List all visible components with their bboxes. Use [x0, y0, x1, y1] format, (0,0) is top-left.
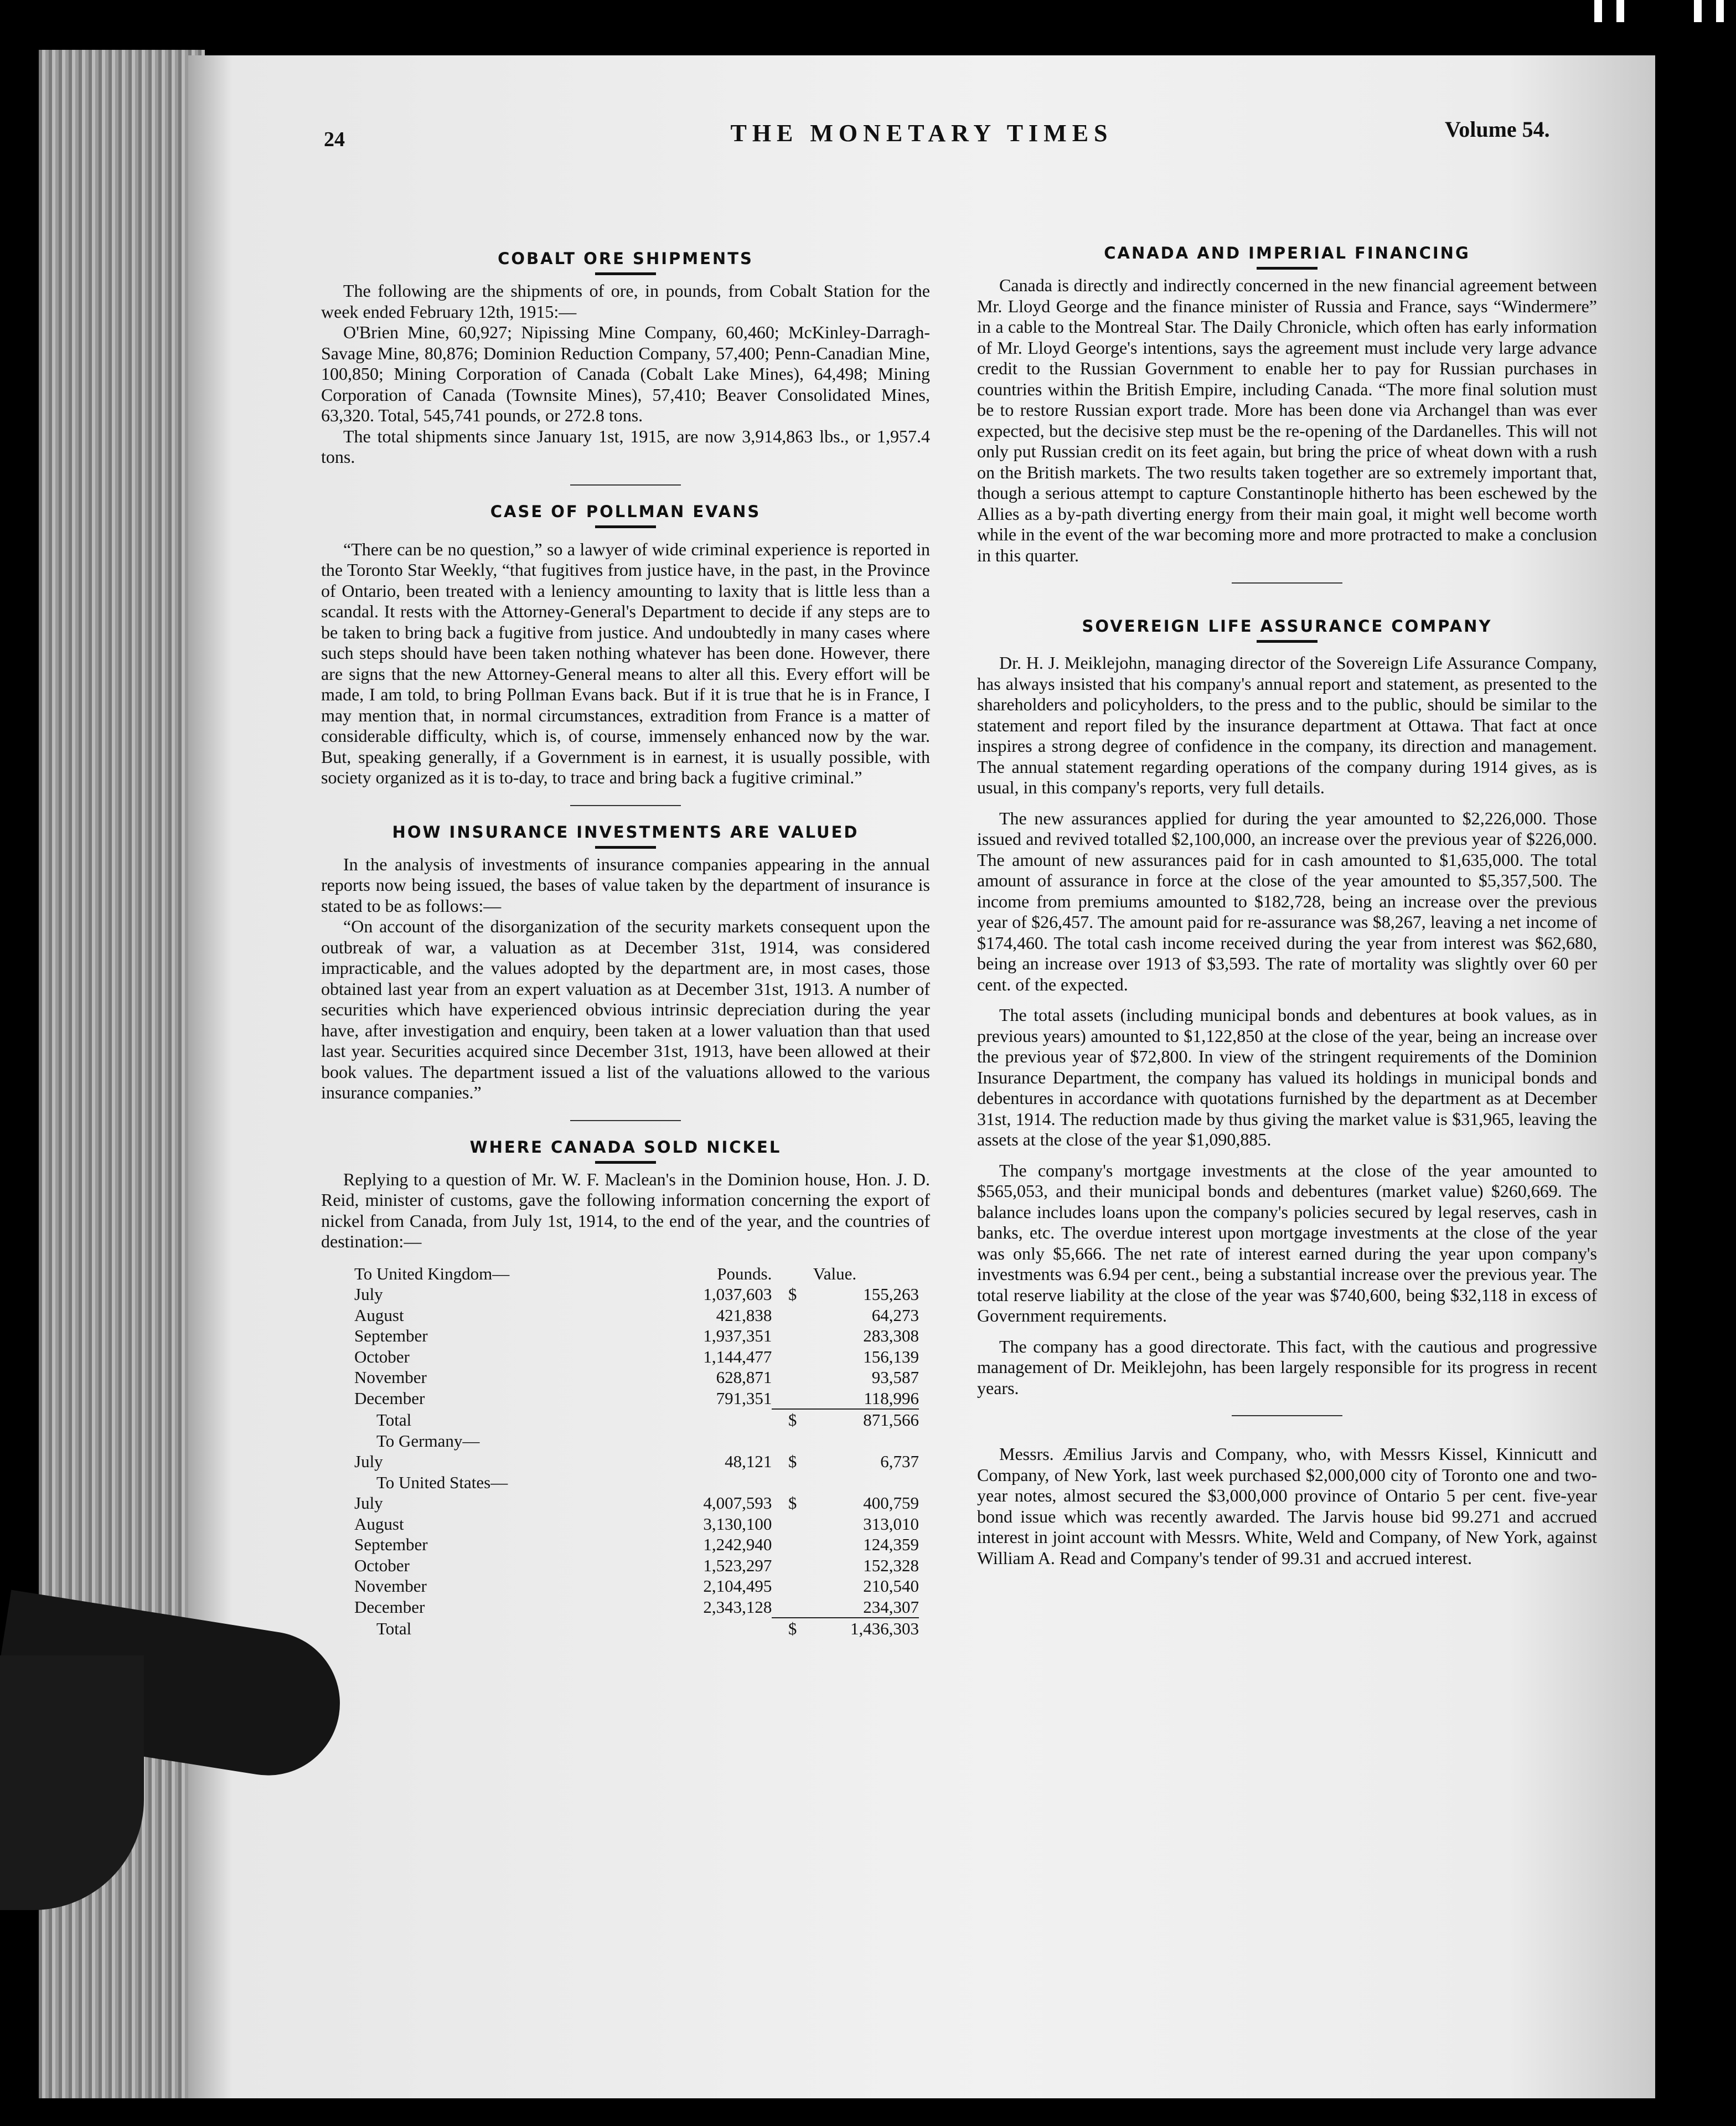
value-cell: 234,307 — [863, 1597, 919, 1617]
section-divider — [1232, 1415, 1342, 1416]
article-cobalt — [321, 249, 930, 468]
scan-border-mark — [1694, 0, 1702, 22]
article-title: SOVEREIGN LIFE ASSURANCE COMPANY — [1082, 617, 1492, 636]
dollar-sign — [772, 1346, 813, 1368]
scan-border-mark — [1616, 0, 1624, 22]
pounds-cell: 1,523,297 — [703, 1555, 772, 1575]
value-cell: 124,359 — [863, 1535, 919, 1554]
paragraph: In the analysis of investments of insurance companies appearing in the annual reports now being issued, the bases of value taken by the department of insurance is stated to be as follows:— — [321, 854, 930, 916]
month-cell: August — [354, 1305, 404, 1325]
month-cell: July — [354, 1284, 383, 1304]
value-cell: 155,263 — [863, 1284, 919, 1304]
dollar-sign — [772, 1325, 813, 1346]
article-jarvis — [977, 1444, 1597, 1568]
scan-border-mark — [1716, 0, 1724, 22]
value-cell: 93,587 — [871, 1368, 919, 1387]
pounds-cell: 3,130,100 — [703, 1514, 772, 1534]
month-cell: October — [354, 1346, 410, 1366]
newspaper-page — [188, 55, 1655, 2098]
paragraph: The company has a good directorate. This fact, with the cautious and progressive management of Dr. Meiklejohn, has been largely responsible for its progress in recent years. — [977, 1336, 1597, 1398]
paragraph: “On account of the disorganization of the security markets consequent upon the outbreak of war, a valuation as at December 31st, 1914, was considered impracticable, and the values adopted by the department are, in most cases, those obtained last year from an expert valuation as at December 31st, 1913. A number of securities which have experienced obvious intrinsic depreciation during the year have, after investigation and enquiry, been taken at a lower valuation than that used last year. Securities acquired since December 31st, 1913, have been allowed at their book values. The department issued a list of the valuations allowed to the various insurance companies.” — [321, 916, 930, 1102]
table-row — [354, 1597, 919, 1618]
article-title: WHERE CANADA SOLD NICKEL — [469, 1137, 782, 1157]
dollar-sign — [772, 1305, 813, 1326]
pounds-cell: 628,871 — [716, 1368, 772, 1387]
paragraph: Replying to a question of Mr. W. F. Maclean's in the Dominion house, Hon. J. D. Reid, minister of customs, gave the following information concerning the export of nickel from Canada, from July 1st, 1914, to the end of the year, and the countries of destination:— — [321, 1169, 930, 1251]
pounds-cell: 1,242,940 — [703, 1535, 772, 1554]
page-number: 24 — [324, 128, 345, 151]
table-row — [354, 1346, 919, 1368]
month-cell: August — [354, 1514, 404, 1534]
article-title: HOW INSURANCE INVESTMENTS ARE VALUED — [392, 822, 859, 842]
month-cell: December — [354, 1597, 425, 1617]
pounds-cell: 2,104,495 — [703, 1576, 772, 1596]
article-title: COBALT ORE SHIPMENTS — [498, 249, 753, 268]
table-group-label: To United Kingdom— — [354, 1263, 510, 1283]
pounds-cell: 4,007,593 — [703, 1493, 772, 1513]
pounds-cell: 2,343,128 — [703, 1597, 772, 1617]
dollar-sign — [772, 1388, 813, 1410]
title-rule — [595, 1161, 656, 1164]
value-cell: 313,010 — [863, 1514, 919, 1534]
pounds-cell: 1,937,351 — [703, 1326, 772, 1345]
total-label: Total — [376, 1619, 412, 1638]
month-cell: November — [354, 1368, 427, 1387]
article-insurance — [321, 823, 930, 1103]
section-divider — [570, 484, 681, 486]
masthead: THE MONETARY TIMES — [730, 120, 1113, 147]
article-title: CANADA AND IMPERIAL FINANCING — [1104, 244, 1470, 262]
paragraph: O'Brien Mine, 60,927; Nipissing Mine Company, 60,460; McKinley-Darragh-Savage Mine, 80,876; Dominion Reduction Company, 57,400; Penn-Canadian Mine, 100,850; Mining Corporation of Canada (Cobalt Lake Mines), 64,498; Mining Corporation of Canada (Townsite Mines), 57,410; Beaver Consolidated Mines, 63,320. Total, 545,741 pounds, or 272.8 tons. — [321, 322, 930, 425]
dollar-sign — [772, 1597, 813, 1618]
nickel-export-table — [354, 1263, 919, 1639]
dollar-sign — [772, 1576, 813, 1597]
paragraph: Messrs. Æmilius Jarvis and Company, who, with Messrs Kissel, Kinnicutt and Company, of New York, last week purchased $2,000,000 city of Toronto one and two-year notes, almost secured the $3,000,000 province of Ontario 5 per cent. five-year bond issue which was recently awarded. The Jarvis house bid 99.271 and accrued interest in joint account with Messrs. White, Weld and Company, of New York, against William A. Read and Company's tender of 99.31 and accrued interest. — [977, 1444, 1597, 1568]
month-cell: October — [354, 1555, 410, 1575]
section-divider — [1232, 582, 1342, 584]
article-pollman — [321, 502, 930, 788]
section-divider — [570, 1120, 681, 1121]
pounds-cell: 1,144,477 — [703, 1346, 772, 1366]
dollar-sign — [772, 1555, 813, 1576]
table-row — [354, 1514, 919, 1535]
column-header-pounds: Pounds. — [717, 1263, 772, 1283]
value-cell: 152,328 — [863, 1555, 919, 1575]
table-row — [354, 1534, 919, 1555]
article-title: CASE OF POLLMAN EVANS — [490, 502, 761, 521]
pounds-cell: 48,121 — [725, 1452, 772, 1471]
uk-rows — [354, 1284, 919, 1409]
total-value: 871,566 — [863, 1410, 919, 1430]
title-rule — [595, 846, 656, 849]
value-cell: 210,540 — [863, 1576, 919, 1596]
paragraph: The new assurances applied for during the year amounted to $2,226,000. Those issued and revived totalled $2,100,000, an increase over the previous year of $226,000. The amount of new assurances paid for in cash amounted to $1,635,000. The total amount of assurance in force at the close of the year amounted to $5,357,500. The income from premiums amounted to $182,728, being an increase over the previous year of $26,457. The amount paid for re-assurance was $8,267, leaving a net income of $174,460. The total cash income received during the year from interest was $62,680, being an increase over 1913 of $3,593. The rate of mortality was slightly over 60 per cent. of the expected. — [977, 808, 1597, 994]
title-rule — [1257, 267, 1318, 270]
scan-border-mark — [1594, 0, 1602, 22]
pounds-cell: 421,838 — [716, 1305, 772, 1325]
table-row — [354, 1555, 919, 1576]
paragraph: Canada is directly and indirectly concerned in the new financial agreement between Mr. Lloyd George and the finance minister of Russia and France, says “Windermere” in a cable to the Montreal Star. The Daily Chronicle, which often has early information of Mr. Lloyd George's intentions, says the agreement must include very large advance credit to the Russian Government to enable her to pay for Russian purchases in countries within the British Empire, including Canada. “The more final solution must be to restore Russian export trade. More has been done via Archangel than was ever expected, but the decisive step must be the re-opening of the Dardanelles. This will not only put Russian credit on its feet again, but bring the price of wheat down with a rush on the British markets. The two results taken together are so extremely important that, though a serious attempt to capture Constantinople hitherto has been eschewed by the Allies as a by-path diverting energy from their main goal, it might well become worth while in the event of the war becoming more and more protracted to make a conclusion in this quarter. — [977, 275, 1597, 565]
column-header-value: Value. — [813, 1263, 857, 1283]
left-column — [321, 188, 930, 1639]
table-row — [354, 1493, 919, 1514]
value-cell: 118,996 — [864, 1388, 919, 1408]
table-row — [354, 1388, 919, 1410]
dollar-sign: $ — [788, 1284, 797, 1304]
value-cell: 64,273 — [871, 1305, 919, 1325]
month-cell: September — [354, 1535, 428, 1554]
month-cell: September — [354, 1326, 428, 1345]
right-column — [977, 188, 1597, 1568]
paragraph: “There can be no question,” so a lawyer of wide criminal experience is reported in the Toronto Star Weekly, “that fugitives from justice have, in the past, in the Province of Ontario, been treated with a leniency amounting to laxity that is little less than a scandal. It rests with the Attorney-General's Department to decide if any steps are to be taken to bring back a fugitive from justice. And undoubtedly in many cases where such steps should have been taken nothing whatever has been done. However, there are signs that the new Attorney-General means to alter all this. Every effort will be made, I am told, to bring Pollman Evans back. But if it is true that he is in France, I may mention that, in normal circumstances, extradition from France is a matter of considerable difficulty, which is, of course, immensely enhanced now by the war. But, speaking generally, if a Government is in earnest, it is usually possible, with society organized as it is to-day, to trace and bring back a fugitive criminal.” — [321, 539, 930, 787]
value-cell: 400,759 — [863, 1493, 919, 1513]
table-row — [354, 1284, 919, 1305]
dollar-sign — [772, 1514, 813, 1535]
paragraph: Dr. H. J. Meiklejohn, managing director of the Sovereign Life Assurance Company, has always insisted that his company's annual report and statement, as presented to the shareholders and policyholders, to the press and to the public, should be similar to the statement and report filed by the insurance department at Ottawa. That fact at once inspires a strong degree of confidence in the company, its direction and management. The annual statement regarding operations of the company during 1914 gives, as is usual, in this company's reports, very full details. — [977, 653, 1597, 797]
title-rule — [595, 525, 656, 528]
title-rule — [595, 272, 656, 275]
table-row — [354, 1576, 919, 1597]
table-row — [354, 1618, 919, 1639]
table-row — [354, 1325, 919, 1346]
month-cell: December — [354, 1389, 425, 1408]
dollar-sign: $ — [788, 1452, 797, 1471]
table-row — [354, 1451, 919, 1472]
pounds-cell: 1,037,603 — [703, 1284, 772, 1304]
value-cell: 6,737 — [880, 1452, 919, 1471]
table-group-label: To United States— — [376, 1472, 508, 1492]
table-row — [354, 1367, 919, 1388]
volume-label: Volume 54. — [1445, 117, 1550, 142]
table-row — [354, 1305, 919, 1326]
section-divider — [570, 805, 681, 806]
dollar-sign: $ — [788, 1619, 797, 1638]
month-cell: July — [354, 1493, 383, 1513]
dollar-sign — [772, 1534, 813, 1555]
paragraph: The total shipments since January 1st, 1915, are now 3,914,863 lbs., or 1,957.4 tons. — [321, 426, 930, 467]
paragraph: The following are the shipments of ore, in pounds, from Cobalt Station for the week ended February 12th, 1915:— — [321, 281, 930, 322]
paragraph: The company's mortgage investments at the close of the year amounted to $565,053, and their municipal bonds and debentures (market value) $260,669. The balance includes loans upon the company's policies secured by legal reserves, cash in banks, etc. The overdue interest upon mortgage investments at the close of the year was only $5,666. The net rate of interest earned during the year upon company's investments was 6.94 per cent., being a substantial increase over the previous year. The total reserve liability at the close of the year was $740,600, being $32,118 in excess of Government requirements. — [977, 1160, 1597, 1325]
value-cell: 283,308 — [863, 1326, 919, 1345]
title-rule — [1257, 640, 1318, 643]
pounds-cell: 791,351 — [716, 1389, 772, 1408]
article-sovereign — [977, 617, 1597, 1399]
dollar-sign — [772, 1367, 813, 1388]
article-nickel — [321, 1138, 930, 1639]
dollar-sign: $ — [788, 1410, 797, 1430]
month-cell: November — [354, 1576, 427, 1596]
table-group-label: To Germany— — [376, 1431, 480, 1451]
value-cell: 156,139 — [863, 1346, 919, 1366]
us-rows — [354, 1493, 919, 1618]
article-imperial — [977, 244, 1597, 566]
dollar-sign: $ — [788, 1493, 797, 1513]
table-row — [354, 1410, 919, 1431]
total-value: 1,436,303 — [850, 1619, 919, 1638]
month-cell: July — [354, 1452, 383, 1471]
paragraph: The total assets (including municipal bonds and debentures at book values, as in previous years) amounted to $1,122,850 at the close of the year, being an increase over the previous year of $72,800. In view of the stringent requirements of the Dominion Insurance Department, the company has valued its holdings in municipal bonds and debentures in accordance with quotations furnished by the department as at December 31st, 1914. The reduction made by thus giving the market value is $31,965, leaving the assets at the close of the year $1,090,885. — [977, 1005, 1597, 1149]
total-label: Total — [376, 1410, 412, 1430]
